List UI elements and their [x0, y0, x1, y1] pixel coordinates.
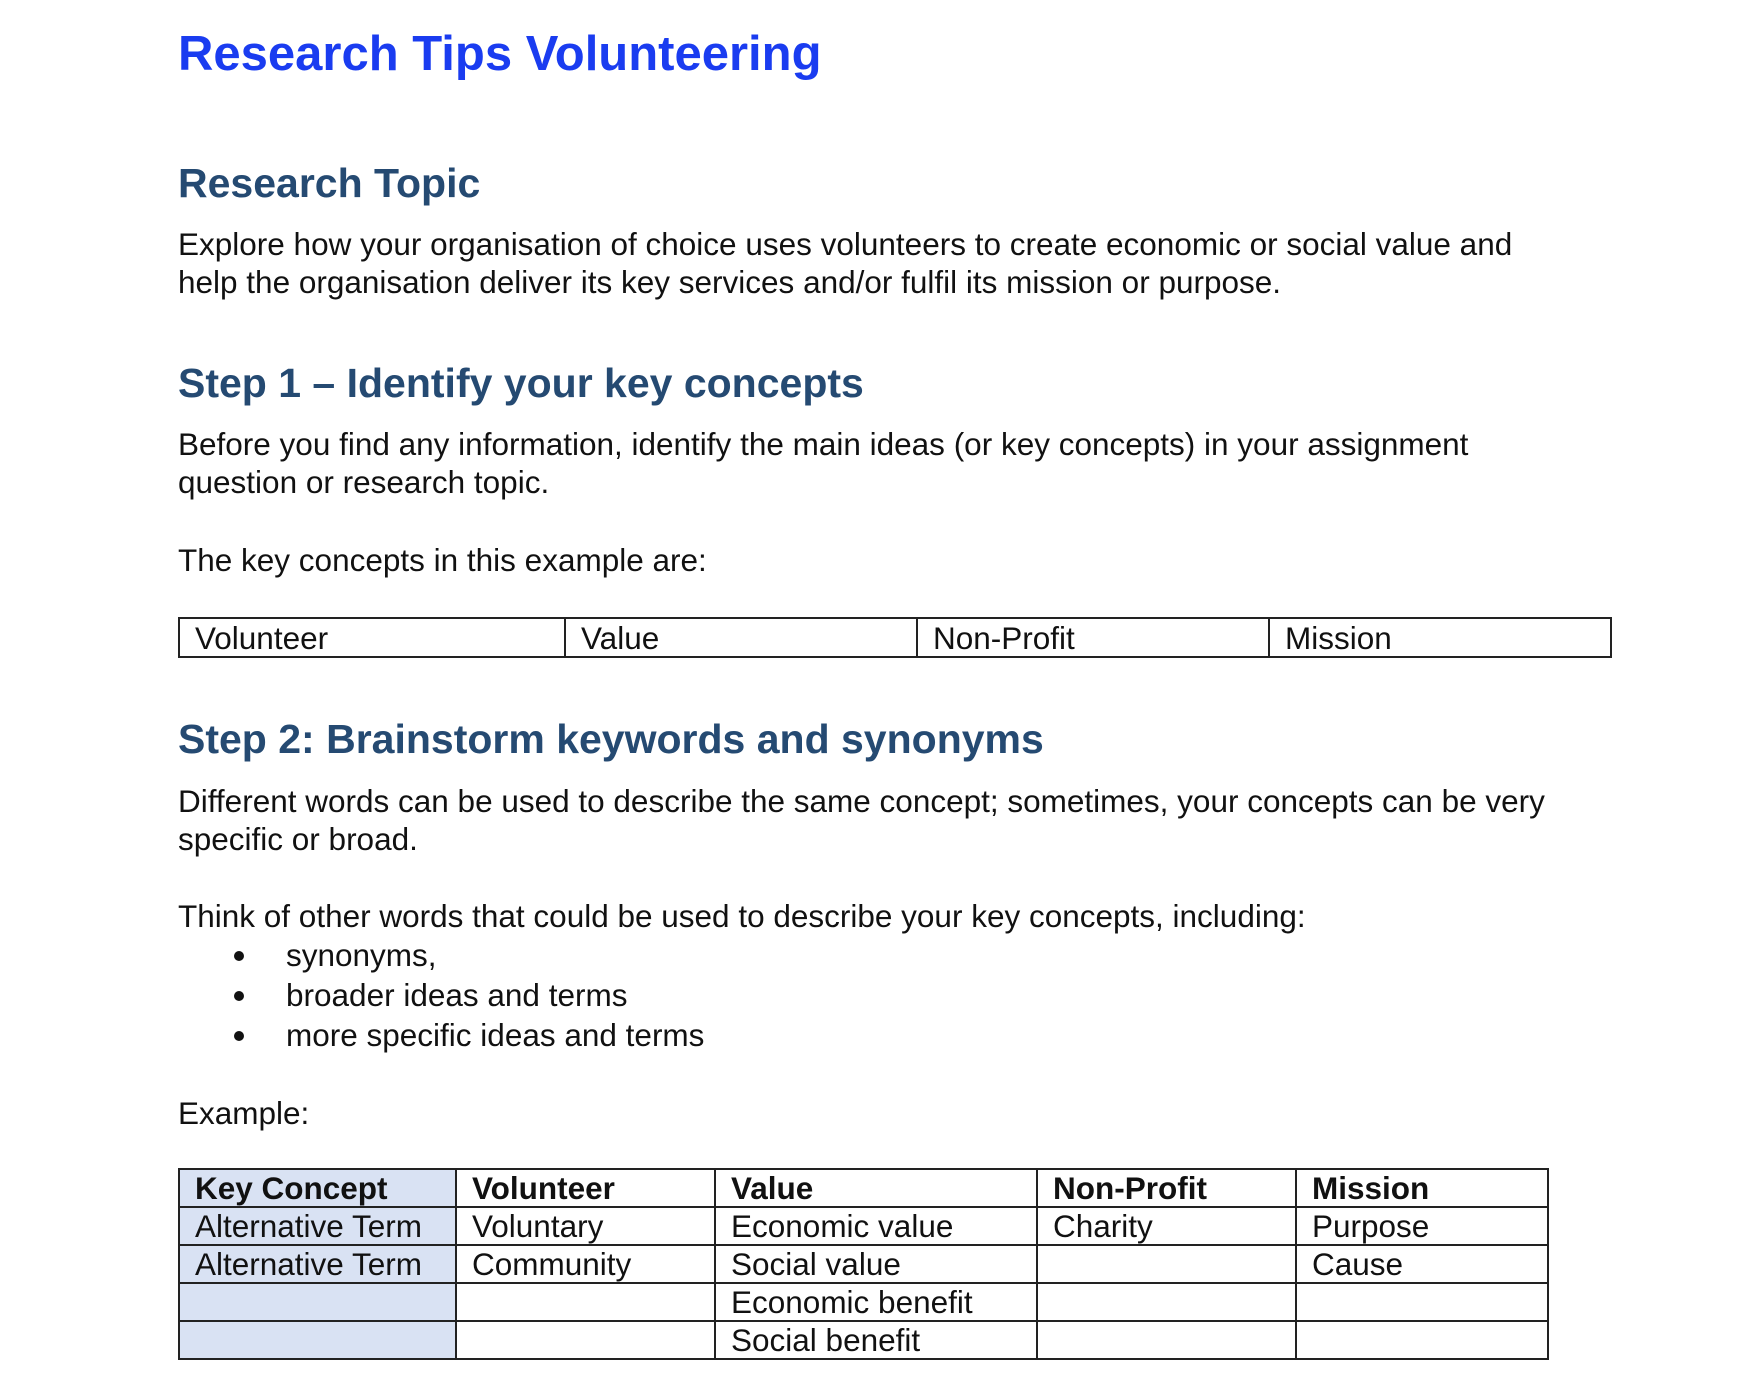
step1-text — [178, 425, 1628, 501]
table-cell: Cause — [1296, 1245, 1548, 1283]
step2-intro: Think of other words that could be used to describe your key concepts, including: — [178, 898, 1306, 934]
table-cell: Purpose — [1296, 1207, 1548, 1245]
step2-line-1: Different words can be used to describe the same concept; sometimes, your concepts can be very — [178, 783, 1545, 819]
step2-text — [178, 782, 1628, 858]
table-cell: Community — [456, 1245, 715, 1283]
step1-heading: Step 1 – Identify your key concepts — [178, 360, 864, 406]
table-header-cell: Non-Profit — [1037, 1169, 1296, 1207]
research-topic-heading: Research Topic — [178, 160, 481, 206]
bullet-icon — [234, 991, 244, 1001]
table-cell: Economic value — [715, 1207, 1037, 1245]
bullet-icon — [234, 951, 244, 961]
table-cell — [1037, 1321, 1296, 1359]
synonyms-example-table — [178, 1168, 1549, 1360]
table-cell: Volunteer — [179, 618, 565, 657]
table-cell: Social value — [715, 1245, 1037, 1283]
table-cell — [456, 1283, 715, 1321]
table-cell — [456, 1321, 715, 1359]
step2-line-2: specific or broad. — [178, 821, 418, 857]
table-header-cell: Volunteer — [456, 1169, 715, 1207]
research-topic-line-1: Explore how your organisation of choice uses volunteers to create economic or social value and — [178, 226, 1513, 262]
example-label: Example: — [178, 1095, 310, 1131]
document-title: Research Tips Volunteering — [178, 27, 822, 81]
table-header-cell: Key Concept — [179, 1169, 456, 1207]
table-header-cell: Value — [715, 1169, 1037, 1207]
list-item: synonyms, — [178, 935, 704, 975]
step1-line-2: question or research topic. — [178, 464, 550, 500]
table-header-cell: Mission — [1296, 1169, 1548, 1207]
research-topic-line-2: help the organisation deliver its key services and/or fulfil its mission or purpose. — [178, 264, 1282, 300]
table-cell: Economic benefit — [715, 1283, 1037, 1321]
list-item: broader ideas and terms — [178, 975, 704, 1015]
table-cell — [1296, 1321, 1548, 1359]
table-row — [179, 1207, 1548, 1245]
bullet-list — [178, 935, 704, 1055]
table-cell: Mission — [1269, 618, 1611, 657]
list-item: more specific ideas and terms — [178, 1015, 704, 1055]
table-cell: Alternative Term — [179, 1207, 456, 1245]
table-row — [179, 618, 1611, 657]
table-cell: Social benefit — [715, 1321, 1037, 1359]
table-cell: Value — [565, 618, 917, 657]
table-cell — [179, 1321, 456, 1359]
table-cell — [1037, 1245, 1296, 1283]
table-cell: Charity — [1037, 1207, 1296, 1245]
table-cell — [179, 1283, 456, 1321]
table-row — [179, 1321, 1548, 1359]
table-header-row — [179, 1169, 1548, 1207]
research-topic-text — [178, 225, 1628, 301]
table-cell — [1037, 1283, 1296, 1321]
table-cell: Non-Profit — [917, 618, 1269, 657]
step2-heading: Step 2: Brainstorm keywords and synonyms — [178, 716, 1044, 762]
key-concepts-table — [178, 617, 1612, 658]
step1-line-1: Before you find any information, identify the main ideas (or key concepts) in your assignment — [178, 426, 1469, 462]
table-cell: Alternative Term — [179, 1245, 456, 1283]
step1-intro: The key concepts in this example are: — [178, 542, 707, 578]
table-cell — [1296, 1283, 1548, 1321]
table-cell: Voluntary — [456, 1207, 715, 1245]
table-row — [179, 1245, 1548, 1283]
bullet-icon — [234, 1031, 244, 1041]
table-row — [179, 1283, 1548, 1321]
